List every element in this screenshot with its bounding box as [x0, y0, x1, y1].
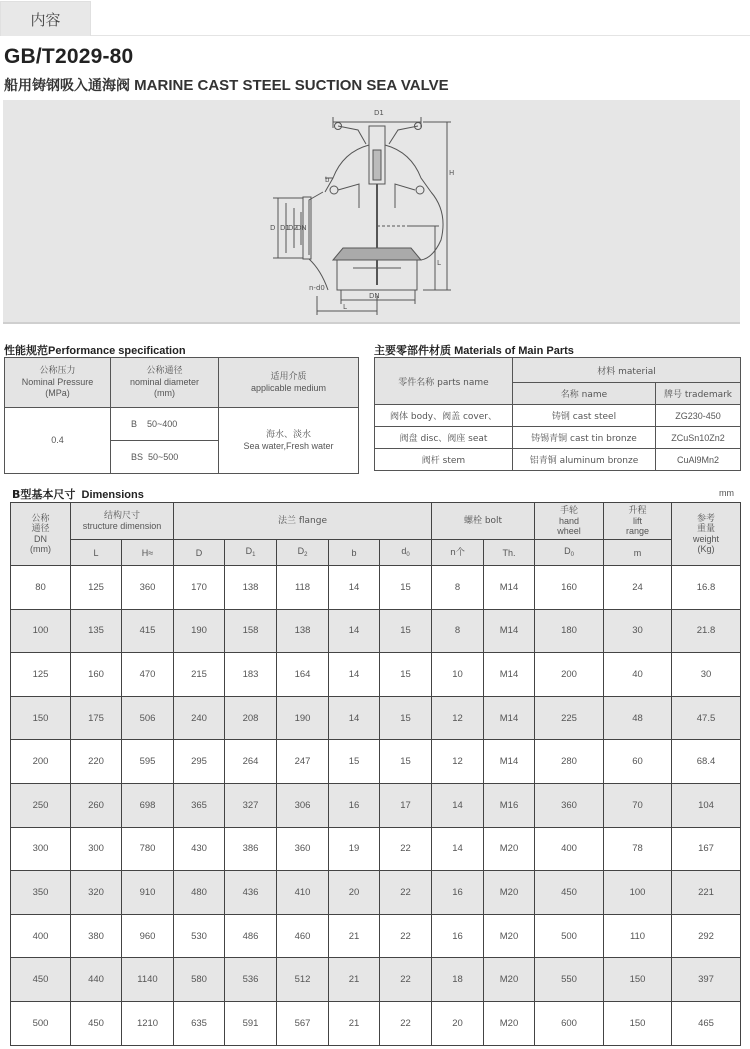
- dim-cell-dn: 400: [11, 914, 71, 958]
- dim-cell-weight: 21.8: [672, 609, 741, 653]
- materials-title-cn: 主要零部件材质: [374, 344, 451, 357]
- dim-cell-n: 14: [432, 827, 484, 871]
- dim-cell-handwheel-d0: 180: [535, 609, 604, 653]
- dim-cell-handwheel-d0: 550: [535, 958, 604, 1002]
- dim-header-weight: 参考 重量 weight (Kg): [672, 503, 741, 566]
- mat-trademark: CuAl9Mn2: [656, 449, 741, 471]
- dim-cell-d2: 410: [277, 871, 329, 915]
- dim-sub-d: D: [174, 540, 225, 566]
- dim-cell-d: 635: [174, 1001, 225, 1045]
- dim-cell-d2: 460: [277, 914, 329, 958]
- dim-cell-b: 20: [329, 871, 380, 915]
- perf-diameter-bs: BS 50~500: [111, 441, 219, 474]
- mat-header-material: 材料 material: [513, 358, 741, 383]
- dim-cell-n: 18: [432, 958, 484, 1002]
- dim-cell-dn: 100: [11, 609, 71, 653]
- dim-cell-l: 300: [71, 827, 122, 871]
- dim-header-handwheel: 手轮 hand wheel: [535, 503, 604, 540]
- dim-cell-th: M20: [484, 871, 535, 915]
- page-subtitle: [4, 75, 449, 95]
- dim-cell-th: M20: [484, 914, 535, 958]
- dim-cell-d: 215: [174, 653, 225, 697]
- dim-cell-l: 220: [71, 740, 122, 784]
- performance-table: [4, 357, 359, 474]
- dim-cell-d0: 22: [380, 1001, 432, 1045]
- dim-cell-d1: 138: [225, 566, 277, 610]
- materials-table: [374, 357, 741, 471]
- dim-cell-weight: 16.8: [672, 566, 741, 610]
- dim-cell-th: M20: [484, 958, 535, 1002]
- dim-cell-h: 470: [122, 653, 174, 697]
- mat-row: [375, 449, 741, 471]
- dim-cell-d0: 17: [380, 783, 432, 827]
- dim-cell-b: 21: [329, 958, 380, 1002]
- dim-cell-handwheel-d0: 360: [535, 783, 604, 827]
- dim-sub-d0: $d_0$: [380, 540, 432, 566]
- dim-cell-n: 20: [432, 1001, 484, 1045]
- dim-cell-d1: 158: [225, 609, 277, 653]
- dim-cell-th: M20: [484, 827, 535, 871]
- label-h: H: [449, 169, 455, 177]
- dim-cell-handwheel-d0: 450: [535, 871, 604, 915]
- dim-cell-d: 430: [174, 827, 225, 871]
- dim-cell-weight: 104: [672, 783, 741, 827]
- dim-cell-th: M20: [484, 1001, 535, 1045]
- dim-cell-d2: 360: [277, 827, 329, 871]
- dim-sub-th: Th.: [484, 540, 535, 566]
- mat-row: [375, 405, 741, 427]
- dim-cell-dn: 250: [11, 783, 71, 827]
- mat-name: 铝青铜 aluminum bronze: [513, 449, 656, 471]
- dim-cell-h: 595: [122, 740, 174, 784]
- label-n-d0: n-d0: [309, 284, 325, 292]
- dim-cell-d0: 22: [380, 871, 432, 915]
- dim-sub-n: n个: [432, 540, 484, 566]
- dim-cell-th: M14: [484, 696, 535, 740]
- dim-cell-d1: 591: [225, 1001, 277, 1045]
- dim-cell-weight: 167: [672, 827, 741, 871]
- dim-cell-b: 21: [329, 1001, 380, 1045]
- dim-cell-th: M14: [484, 609, 535, 653]
- dim-cell-lift: 78: [604, 827, 672, 871]
- dim-header-flange: 法兰 flange: [174, 503, 432, 540]
- perf-pressure-value: 0.4: [5, 408, 111, 474]
- dim-cell-b: 14: [329, 653, 380, 697]
- label-l: L: [437, 259, 441, 267]
- dim-cell-n: 8: [432, 566, 484, 610]
- mat-trademark: ZG230-450: [656, 405, 741, 427]
- materials-title: [374, 342, 574, 358]
- dim-cell-weight: 465: [672, 1001, 741, 1045]
- dim-cell-d0: 15: [380, 609, 432, 653]
- dim-cell-lift: 40: [604, 653, 672, 697]
- mat-part: 阀盘 disc、阀座 seat: [375, 427, 513, 449]
- dim-sub-b: b: [329, 540, 380, 566]
- dim-cell-d2: 164: [277, 653, 329, 697]
- dim-row: [11, 740, 741, 784]
- dim-cell-d1: 327: [225, 783, 277, 827]
- dim-cell-handwheel-d0: 500: [535, 914, 604, 958]
- dim-sub-m: m: [604, 540, 672, 566]
- dim-cell-lift: 30: [604, 609, 672, 653]
- dim-cell-lift: 70: [604, 783, 672, 827]
- dim-cell-d2: 567: [277, 1001, 329, 1045]
- dim-cell-b: 21: [329, 914, 380, 958]
- dim-cell-b: 15: [329, 740, 380, 784]
- dim-sub-d0-handwheel: $D_0$: [535, 540, 604, 566]
- dim-cell-weight: 397: [672, 958, 741, 1002]
- dim-cell-b: 19: [329, 827, 380, 871]
- dim-cell-n: 12: [432, 696, 484, 740]
- dim-cell-dn: 450: [11, 958, 71, 1002]
- dim-cell-h: 910: [122, 871, 174, 915]
- dim-cell-lift: 100: [604, 871, 672, 915]
- dim-cell-weight: 292: [672, 914, 741, 958]
- label-d1: D1: [280, 224, 290, 232]
- dim-cell-d1: 436: [225, 871, 277, 915]
- dim-row: [11, 653, 741, 697]
- dim-cell-weight: 47.5: [672, 696, 741, 740]
- dim-cell-d1: 486: [225, 914, 277, 958]
- label-d2: D2: [288, 224, 298, 232]
- dim-sub-d2: $D_2$: [277, 540, 329, 566]
- dim-cell-weight: 221: [672, 871, 741, 915]
- dim-cell-dn: 350: [11, 871, 71, 915]
- dim-cell-lift: 48: [604, 696, 672, 740]
- dim-cell-handwheel-d0: 400: [535, 827, 604, 871]
- dim-cell-d: 530: [174, 914, 225, 958]
- dim-row: [11, 696, 741, 740]
- dim-cell-d2: 118: [277, 566, 329, 610]
- dim-cell-d: 170: [174, 566, 225, 610]
- dim-cell-l: 175: [71, 696, 122, 740]
- dimensions-body: [11, 566, 741, 1046]
- dim-cell-d: 295: [174, 740, 225, 784]
- dim-row: [11, 1001, 741, 1045]
- dim-cell-l: 135: [71, 609, 122, 653]
- dim-cell-dn: 300: [11, 827, 71, 871]
- dim-cell-d2: 247: [277, 740, 329, 784]
- dim-cell-lift: 24: [604, 566, 672, 610]
- dim-cell-d0: 15: [380, 740, 432, 784]
- valve-drawing: [3, 100, 740, 324]
- dim-cell-d2: 138: [277, 609, 329, 653]
- dim-sub-l: L: [71, 540, 122, 566]
- dim-cell-h: 1140: [122, 958, 174, 1002]
- perf-header-diameter: 公称通径 nominal diameter (mm): [111, 358, 219, 408]
- dim-header-bolt: 螺栓 bolt: [432, 503, 535, 540]
- tab-bar: [0, 0, 750, 36]
- dim-cell-b: 14: [329, 609, 380, 653]
- label-d1-top: D1: [374, 109, 384, 117]
- mat-part: 阀杆 stem: [375, 449, 513, 471]
- dim-cell-d1: 183: [225, 653, 277, 697]
- dim-cell-d1: 386: [225, 827, 277, 871]
- dim-cell-d: 190: [174, 609, 225, 653]
- dim-cell-handwheel-d0: 160: [535, 566, 604, 610]
- dim-cell-weight: 30: [672, 653, 741, 697]
- dim-cell-th: M14: [484, 653, 535, 697]
- dim-header-dn: 公称 通径 DN (mm): [11, 503, 71, 566]
- valve-diagram-svg: [3, 100, 740, 324]
- dim-cell-handwheel-d0: 225: [535, 696, 604, 740]
- dim-cell-handwheel-d0: 280: [535, 740, 604, 784]
- label-b: b: [325, 176, 330, 184]
- dim-cell-d: 365: [174, 783, 225, 827]
- dim-cell-l: 440: [71, 958, 122, 1002]
- performance-title-cn: 性能规范: [4, 344, 48, 357]
- dimensions-table: [10, 502, 741, 1046]
- dim-cell-h: 506: [122, 696, 174, 740]
- mat-trademark: ZCuSn10Zn2: [656, 427, 741, 449]
- dim-header-structure: 结构尺寸 structure dimension: [71, 503, 174, 540]
- mat-name: 铸钢 cast steel: [513, 405, 656, 427]
- dim-cell-n: 14: [432, 783, 484, 827]
- mat-name: 铸锡青铜 cast tin bronze: [513, 427, 656, 449]
- dimensions-title-cn: B型基本尺寸: [12, 488, 76, 501]
- dim-row: [11, 914, 741, 958]
- dim-header-lift: 升程 lift range: [604, 503, 672, 540]
- performance-title: [4, 342, 186, 358]
- dim-cell-handwheel-d0: 200: [535, 653, 604, 697]
- dim-cell-dn: 125: [11, 653, 71, 697]
- dim-cell-b: 14: [329, 566, 380, 610]
- dim-sub-h: H≈: [122, 540, 174, 566]
- dim-row: [11, 566, 741, 610]
- perf-header-pressure: 公称压力 Nominal Pressure (MPa): [5, 358, 111, 408]
- dim-cell-d1: 264: [225, 740, 277, 784]
- dimensions-unit: mm: [719, 488, 734, 498]
- dim-cell-h: 698: [122, 783, 174, 827]
- dim-row: [11, 871, 741, 915]
- dim-cell-dn: 500: [11, 1001, 71, 1045]
- dim-cell-dn: 80: [11, 566, 71, 610]
- dim-cell-d0: 15: [380, 653, 432, 697]
- dim-cell-d0: 22: [380, 958, 432, 1002]
- dim-cell-d0: 15: [380, 566, 432, 610]
- dim-cell-h: 780: [122, 827, 174, 871]
- label-l-bottom: L: [343, 303, 347, 311]
- dim-cell-l: 260: [71, 783, 122, 827]
- mat-header-trademark: 牌号 trademark: [656, 383, 741, 405]
- dim-cell-d2: 512: [277, 958, 329, 1002]
- dim-cell-h: 960: [122, 914, 174, 958]
- dim-cell-h: 415: [122, 609, 174, 653]
- dimensions-title-en: Dimensions: [81, 489, 144, 501]
- label-d: D: [270, 224, 276, 232]
- mat-part: 阀体 body、阀盖 cover、: [375, 405, 513, 427]
- perf-medium-value: 海水、淡水 Sea water,Fresh water: [219, 408, 359, 474]
- dim-row: [11, 958, 741, 1002]
- mat-header-name: 名称 name: [513, 383, 656, 405]
- page-title: GB/T2029-80: [4, 45, 134, 68]
- dim-cell-h: 1210: [122, 1001, 174, 1045]
- dim-cell-n: 12: [432, 740, 484, 784]
- dim-cell-handwheel-d0: 600: [535, 1001, 604, 1045]
- materials-title-en: Materials of Main Parts: [454, 345, 574, 357]
- dim-cell-d1: 208: [225, 696, 277, 740]
- perf-header-medium: 适用介质 applicable medium: [219, 358, 359, 408]
- dim-cell-h: 360: [122, 566, 174, 610]
- dim-cell-d0: 22: [380, 914, 432, 958]
- dim-cell-l: 320: [71, 871, 122, 915]
- dim-cell-th: M14: [484, 740, 535, 784]
- dim-cell-d: 580: [174, 958, 225, 1002]
- dim-cell-d0: 22: [380, 827, 432, 871]
- dim-cell-th: M14: [484, 566, 535, 610]
- dimensions-title: [12, 486, 144, 502]
- dim-cell-b: 14: [329, 696, 380, 740]
- dim-cell-weight: 68.4: [672, 740, 741, 784]
- dim-cell-n: 10: [432, 653, 484, 697]
- dim-cell-lift: 60: [604, 740, 672, 784]
- label-dn-bottom: DN: [369, 292, 380, 300]
- dim-cell-dn: 150: [11, 696, 71, 740]
- dim-cell-lift: 150: [604, 958, 672, 1002]
- dim-row: [11, 783, 741, 827]
- dim-cell-d: 240: [174, 696, 225, 740]
- dim-cell-d2: 306: [277, 783, 329, 827]
- dim-row: [11, 609, 741, 653]
- performance-title-en: Performance specification: [48, 345, 186, 357]
- perf-diameter-b: B 50~400: [111, 408, 219, 441]
- dim-cell-d2: 190: [277, 696, 329, 740]
- dim-cell-n: 16: [432, 871, 484, 915]
- dim-cell-n: 16: [432, 914, 484, 958]
- dim-cell-d1: 536: [225, 958, 277, 1002]
- dim-cell-th: M16: [484, 783, 535, 827]
- dim-cell-l: 160: [71, 653, 122, 697]
- dim-cell-l: 125: [71, 566, 122, 610]
- dim-cell-lift: 110: [604, 914, 672, 958]
- dim-cell-lift: 150: [604, 1001, 672, 1045]
- subtitle-en: MARINE CAST STEEL SUCTION SEA VALVE: [134, 77, 449, 94]
- label-dn-left: DN: [296, 224, 307, 232]
- dim-cell-d: 480: [174, 871, 225, 915]
- dim-cell-d0: 15: [380, 696, 432, 740]
- dim-row: [11, 827, 741, 871]
- dim-cell-l: 450: [71, 1001, 122, 1045]
- dim-cell-b: 16: [329, 783, 380, 827]
- mat-row: [375, 427, 741, 449]
- dim-cell-n: 8: [432, 609, 484, 653]
- dim-sub-d1: $D_1$: [225, 540, 277, 566]
- mat-header-parts: 零件名称 parts name: [375, 358, 513, 405]
- subtitle-cn: 船用铸钢吸入通海阀: [4, 78, 130, 94]
- dim-cell-dn: 200: [11, 740, 71, 784]
- tab-content[interactable]: 内容: [0, 1, 91, 36]
- dim-cell-l: 380: [71, 914, 122, 958]
